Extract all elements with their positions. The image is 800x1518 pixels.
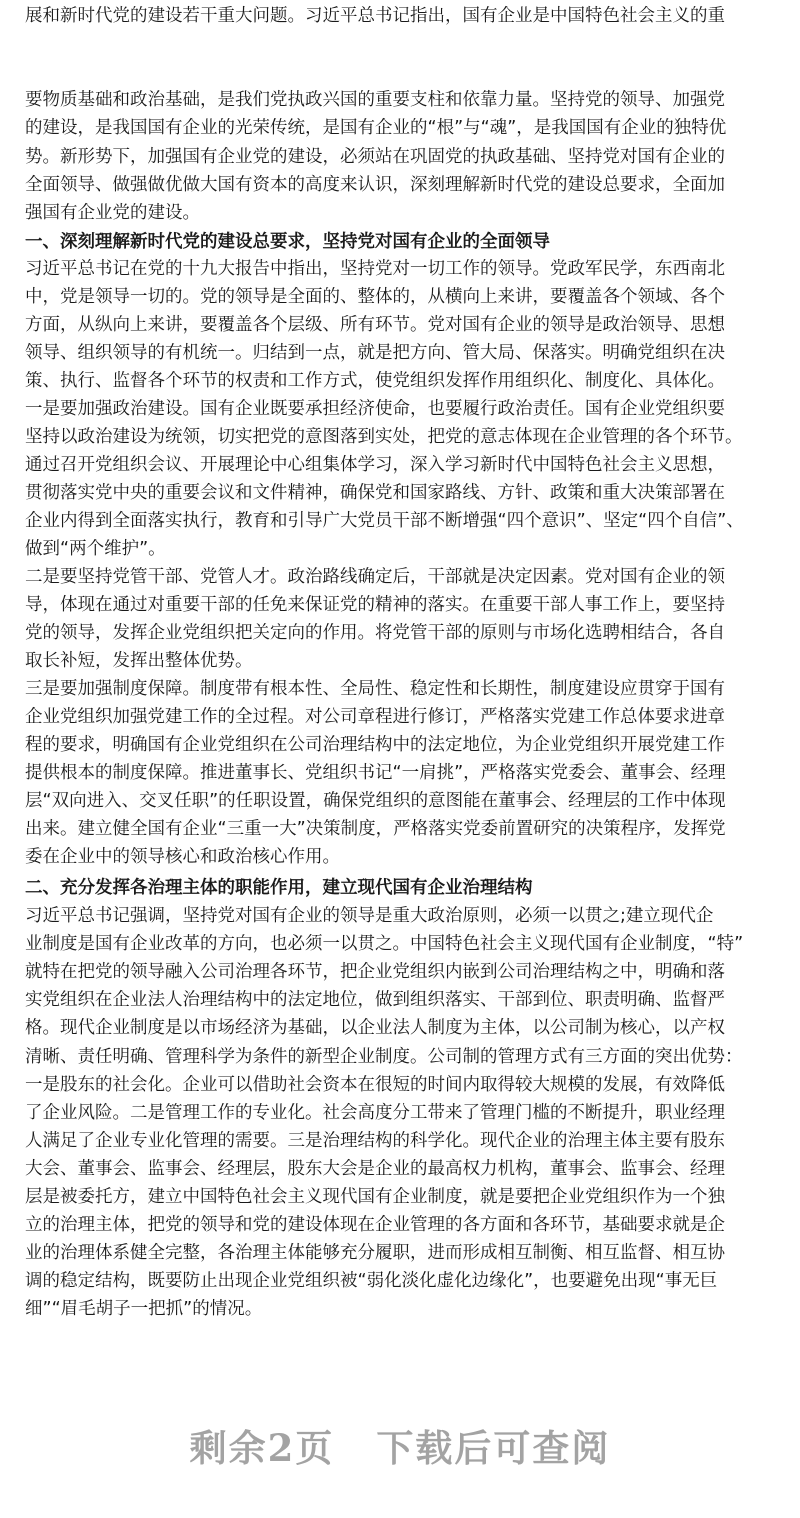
download-hint-label: 下载后可查阅 [376, 1426, 611, 1470]
text-line: 实党组织在企业法人治理结构中的法定地位，做到组织落实、干部到位、职责明确、监督严 [25, 990, 725, 1011]
section-heading-1: 一、深刻理解新时代党的建设总要求，坚持党对国有企业的全面领导 [25, 232, 550, 252]
text-line: 一是股东的社会化。企业可以借助社会资本在很短的时间内取得较大规模的发展，有效降低 [25, 1074, 725, 1095]
text-line: 层“双向进入、交叉任职”的任职设置，确保党组织的意图能在董事会、经理层的工作中体现 [25, 791, 726, 811]
text-line: 方面，从纵向上来讲，要覆盖各个层级、所有环节。党对国有企业的领导是政治领导、思想 [25, 315, 725, 335]
text-line: 势。新形势下，加强国有企业党的建设，必须站在巩固党的执政基础、坚持党对国有企业的 [25, 146, 725, 167]
text-line: 就特在把党的领导融入公司治理各环节，把企业党组织内嵌到公司治理结构之中，明确和落 [25, 962, 725, 983]
text-line: 二是要坚持党管干部、党管人才。政治路线确定后，干部就是决定因素。党对国有企业的领 [25, 567, 725, 587]
text-line: 做到“两个维护”。 [25, 539, 166, 559]
text-line: 格。现代企业制度是以市场经济为基础，以企业法人制度为主体，以公司制为核心，以产权 [25, 1018, 725, 1039]
remaining-pages-label: 剩余2页 [189, 1426, 335, 1470]
text-line: 强国有企业党的建设。 [25, 203, 200, 224]
text-line: 人满足了企业专业化管理的需要。三是治理结构的科学化。现代企业的治理主体主要有股东 [25, 1130, 725, 1151]
text-line: 层是被委托方，建立中国特色社会主义现代国有企业制度，就是要把企业党组织作为一个独 [25, 1187, 725, 1207]
text-line: 的建设，是我国国有企业的光荣传统，是国有企业的“根”与“魂”，是我国国有企业的独特优 [25, 118, 727, 139]
text-line: 展和新时代党的建设若干重大问题。习近平总书记指出，国有企业是中国特色社会主义的重 [25, 6, 725, 26]
text-line: 贯彻落实党中央的重要会议和文件精神，确保党和国家路线、方针、政策和重大决策部署在 [25, 483, 725, 503]
text-line: 程的要求，明确国有企业党组织在公司治理结构中的法定地位，为企业党组织开展党建工作 [25, 735, 725, 755]
text-line: 业制度是国有企业改革的方向，也必须一以贯之。中国特色社会主义现代国有企业制度，“特” [25, 934, 744, 955]
text-line: 细”“眉毛胡子一把抓”的情况。 [25, 1299, 263, 1320]
text-line: 习近平总书记强调，坚持党对国有企业的领导是重大政治原则，必须一以贯之;建立现代企 [25, 906, 714, 926]
text-line: 出来。建立健全国有企业“三重一大”决策制度，严格落实党委前置研究的决策程序，发挥党 [25, 819, 726, 839]
text-line: 委在企业中的领导核心和政治核心作用。 [25, 847, 340, 867]
text-line: 清晰、责任明确、管理科学为条件的新型企业制度。公司制的管理方式有三方面的突出优势： [25, 1046, 743, 1067]
text-line: 领导、组织领导的有机统一。归结到一点，就是把方向、管大局、保落实。明确党组织在决 [25, 343, 725, 363]
text-line: 策、执行、监督各个环节的权责和工作方式，使党组织发挥作用组织化、制度化、具体化。 [25, 371, 725, 391]
text-line: 企业党组织加强党建工作的全过程。对公司章程进行修订，严格落实党建工作总体要求进章 [25, 707, 725, 727]
text-line: 提供根本的制度保障。推进董事长、党组织书记“一肩挑”，严格落实党委会、董事会、经理 [25, 763, 726, 783]
section-heading-2: 二、充分发挥各治理主体的职能作用，建立现代国有企业治理结构 [25, 878, 533, 898]
text-line: 取长补短，发挥出整体优势。 [25, 651, 253, 671]
text-line: 业的治理体系健全完整，各治理主体能够充分履职，进而形成相互制衡、相互监督、相互协 [25, 1243, 725, 1264]
text-line: 全面领导、做强做优做大国有资本的高度来认识，深刻理解新时代党的建设总要求，全面加 [25, 174, 725, 195]
text-line: 三是要加强制度保障。制度带有根本性、全局性、稳定性和长期性，制度建设应贯穿于国有 [25, 679, 725, 699]
text-line: 一是要加强政治建设。国有企业既要承担经济使命，也要履行政治责任。国有企业党组织要 [25, 399, 725, 419]
text-line: 大会、董事会、监事会、经理层，股东大会是企业的最高权力机构，董事会、监事会、经理 [25, 1158, 725, 1179]
text-line: 习近平总书记在党的十九大报告中指出，坚持党对一切工作的领导。党政军民学，东西南北 [25, 259, 725, 279]
text-line: 党的领导，发挥企业党组织把关定向的作用。将党管干部的原则与市场化选聘相结合，各自 [25, 623, 725, 643]
text-line: 要物质基础和政治基础，是我们党执政兴国的重要支柱和依靠力量。坚持党的领导、加强党 [25, 90, 725, 110]
text-line: 调的稳定结构，既要防止出现企业党组织被“弱化淡化虚化边缘化”，也要避免出现“事无巨 [25, 1271, 718, 1292]
text-line: 企业内得到全面落实执行，教育和引导广大党员干部不断增强“四个意识”、坚定“四个自信”、 [25, 511, 744, 531]
text-line: 了企业风险。二是管理工作的专业化。社会高度分工带来了管理门槛的不断提升，职业经理 [25, 1102, 725, 1123]
text-line: 立的治理主体，把党的领导和党的建设体现在企业管理的各方面和各环节，基础要求就是企 [25, 1215, 725, 1236]
text-line: 中，党是领导一切的。党的领导是全面的、整体的，从横向上来讲，要覆盖各个领域、各个 [25, 287, 725, 307]
text-line: 通过召开党组织会议、开展理论中心组集体学习，深入学习新时代中国特色社会主义思想， [25, 455, 725, 475]
text-line: 导，体现在通过对重要干部的任免来保证党的精神的落实。在重要干部人事工作上，要坚持 [25, 595, 725, 615]
text-line: 坚持以政治建设为统领，切实把党的意图落到实处，把党的意志体现在企业管理的各个环节。 [25, 427, 743, 447]
download-banner[interactable] [0, 1418, 800, 1472]
